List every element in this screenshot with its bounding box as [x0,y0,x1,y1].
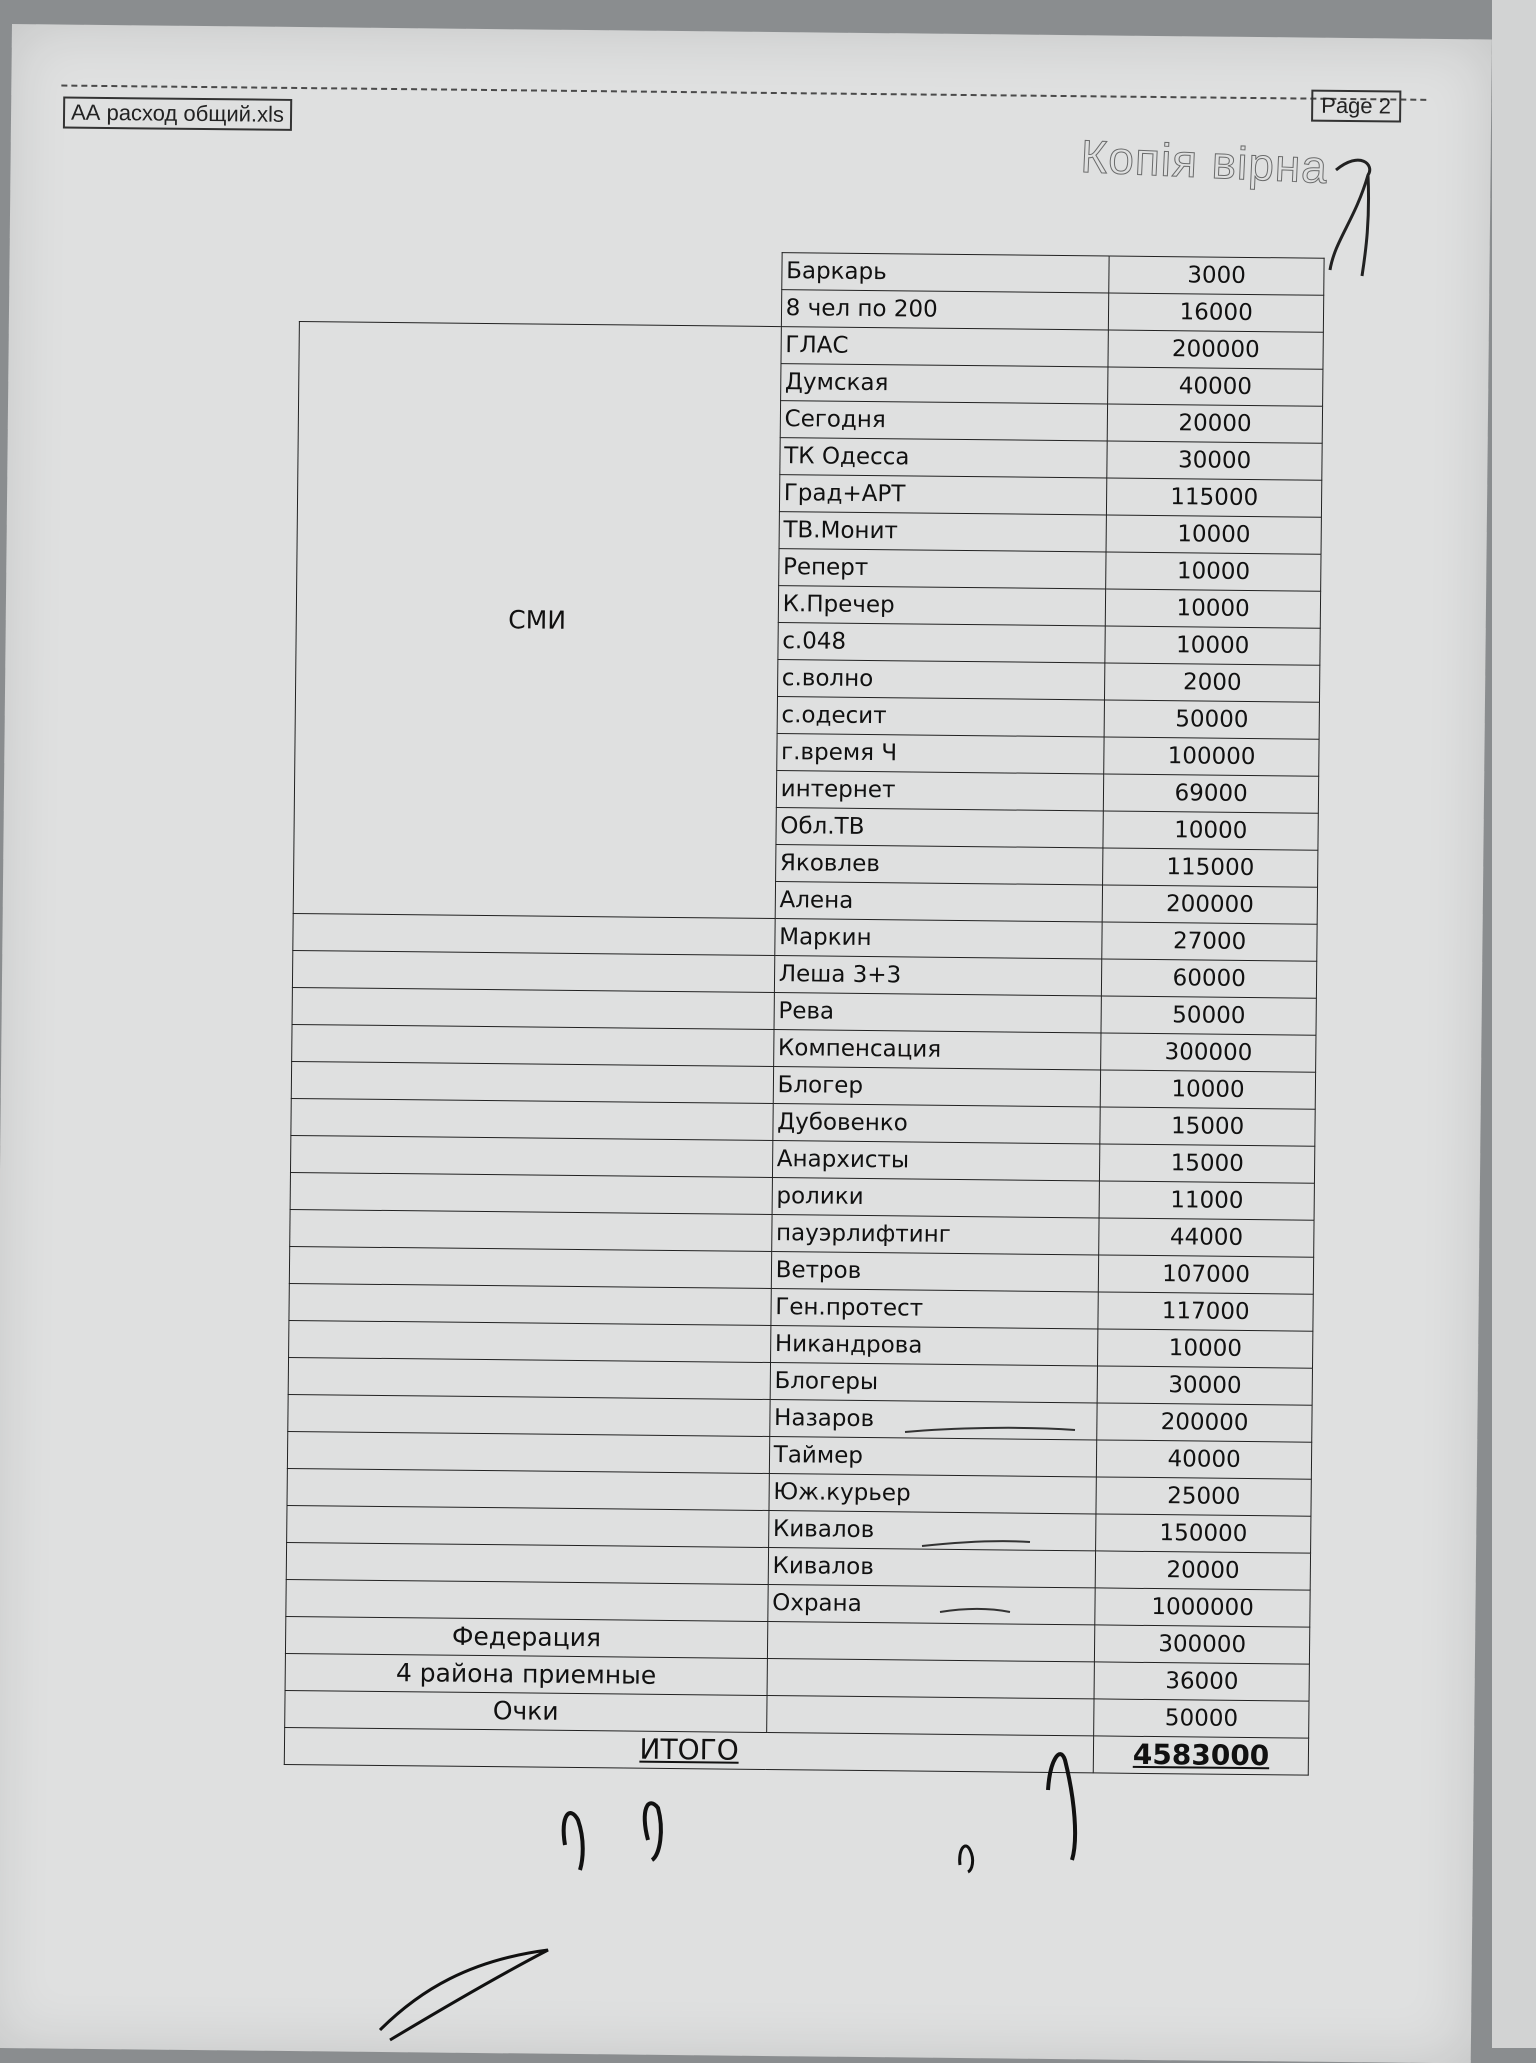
expense-name: Яковлев [775,845,1103,885]
expense-amount: 107000 [1099,1255,1314,1294]
expense-amount: 50000 [1101,996,1316,1035]
expense-name: с.волно [777,660,1105,700]
group-cell [291,1098,773,1140]
expense-name: Компенсация [773,1030,1101,1070]
group-label-smi: СМИ [293,322,781,919]
expense-name: Кивалов [768,1548,1096,1588]
expense-amount: 150000 [1096,1514,1311,1553]
expense-amount: 11000 [1099,1181,1314,1220]
expense-amount: 115000 [1107,478,1322,517]
expense-amount: 20000 [1108,404,1323,443]
expense-name: Блогер [773,1067,1101,1107]
expense-name: интернет [776,771,1104,811]
expense-amount: 200000 [1108,330,1323,369]
expense-name: Рева [774,993,1102,1033]
expense-name: с.одесит [777,697,1105,737]
expense-amount: 69000 [1104,774,1319,813]
expense-amount: 25000 [1096,1477,1311,1516]
expense-name: Таймер [769,1437,1097,1477]
expense-amount: 117000 [1098,1292,1313,1331]
expense-amount: 36000 [1094,1662,1309,1701]
expense-amount: 300000 [1095,1625,1310,1664]
expense-name: ролики [772,1178,1100,1218]
expense-name: Юж.курьер [769,1474,1097,1514]
expense-amount: 100000 [1104,737,1319,776]
group-cell [290,1209,772,1251]
expense-amount: 10000 [1101,1070,1316,1109]
expense-name: Дубовенко [773,1104,1101,1144]
expense-name: Леша 3+3 [774,956,1102,996]
expense-amount: 10000 [1098,1329,1313,1368]
expense-amount: 15000 [1100,1107,1315,1146]
group-cell [292,1024,774,1066]
expense-name: Никандрова [770,1326,1098,1366]
expense-name: Обл.ТВ [776,808,1104,848]
expense-amount: 10000 [1103,811,1318,850]
expense-name: Град+АРТ [779,475,1107,515]
group-cell [288,1357,770,1399]
expense-name: Анархисты [772,1141,1100,1181]
expense-table-body [285,248,1324,1739]
expense-name: Охрана [768,1585,1096,1625]
expense-name: Ветров [771,1252,1099,1292]
group-cell [289,1320,771,1362]
expense-name: 8 чел по 200 [781,290,1109,330]
expense-amount: 200000 [1097,1403,1312,1442]
expense-amount: 10000 [1105,626,1320,665]
group-cell [291,1061,773,1103]
expense-name: Блогеры [770,1363,1098,1403]
document-page [0,24,1492,2063]
expense-name: с.048 [778,623,1106,663]
expense-name [767,1658,1095,1698]
group-cell [287,1505,769,1547]
page-number: Page 2 [1311,90,1401,123]
expense-amount: 115000 [1103,848,1318,887]
expense-name: ГЛАС [781,327,1109,367]
expense-name [767,1621,1095,1661]
expense-amount: 50000 [1094,1699,1309,1738]
expense-sheet [284,247,1360,1776]
paper-edge [1492,0,1536,2048]
group-cell [290,1135,772,1177]
expense-amount: 30000 [1107,441,1322,480]
expense-name: ТК Одесса [780,438,1108,478]
expense-amount: 40000 [1097,1440,1312,1479]
expense-name: ТВ.Монит [779,512,1107,552]
expense-amount: 16000 [1109,293,1324,332]
group-cell [287,1468,769,1510]
total-amount: 4583000 [1094,1736,1309,1775]
expense-name: Баркарь [781,253,1109,293]
group-cell: 4 района приемные [285,1653,767,1695]
expense-amount: 60000 [1102,959,1317,998]
total-label: ИТОГО [284,1727,1094,1772]
expense-table [284,247,1325,1776]
expense-amount: 40000 [1108,367,1323,406]
expense-name: К.Пречер [778,586,1106,626]
expense-name: г.время Ч [776,734,1104,774]
expense-name [766,1695,1094,1735]
expense-amount: 200000 [1102,885,1317,924]
expense-amount: 1000000 [1095,1588,1310,1627]
expense-amount: 10000 [1106,515,1321,554]
expense-name: Реперт [778,549,1106,589]
group-cell [289,1283,771,1325]
expense-name: Ген.протест [771,1289,1099,1329]
expense-amount: 15000 [1100,1144,1315,1183]
group-cell [289,1246,771,1288]
blank-cell [300,248,782,290]
blank-cell [299,285,781,327]
expense-amount: 27000 [1102,922,1317,961]
expense-name: Назаров [769,1400,1097,1440]
group-cell: Очки [285,1690,767,1732]
group-cell [288,1394,770,1436]
group-cell [292,987,774,1029]
group-cell [290,1172,772,1214]
expense-name: Сегодня [780,401,1108,441]
group-cell [293,913,775,955]
expense-amount: 300000 [1101,1033,1316,1072]
group-cell [286,1542,768,1584]
group-cell [286,1579,768,1621]
expense-name: Кивалов [768,1511,1096,1551]
certified-copy-stamp: Копія вірна [1079,129,1330,194]
expense-amount: 50000 [1104,700,1319,739]
expense-name: Думская [780,364,1108,404]
expense-amount: 10000 [1106,589,1321,628]
expense-amount: 20000 [1095,1551,1310,1590]
expense-amount: 30000 [1097,1366,1312,1405]
expense-amount: 10000 [1106,552,1321,591]
expense-amount: 3000 [1109,256,1324,295]
expense-name: Алена [775,882,1103,922]
group-cell [287,1431,769,1473]
group-cell: Федерация [285,1616,767,1658]
expense-amount: 2000 [1105,663,1320,702]
expense-amount: 44000 [1099,1218,1314,1257]
expense-name: пауэрлифтинг [771,1215,1099,1255]
file-name-header: АА расход общий.xls [63,97,292,131]
group-cell [292,950,774,992]
expense-name: Маркин [774,919,1102,959]
